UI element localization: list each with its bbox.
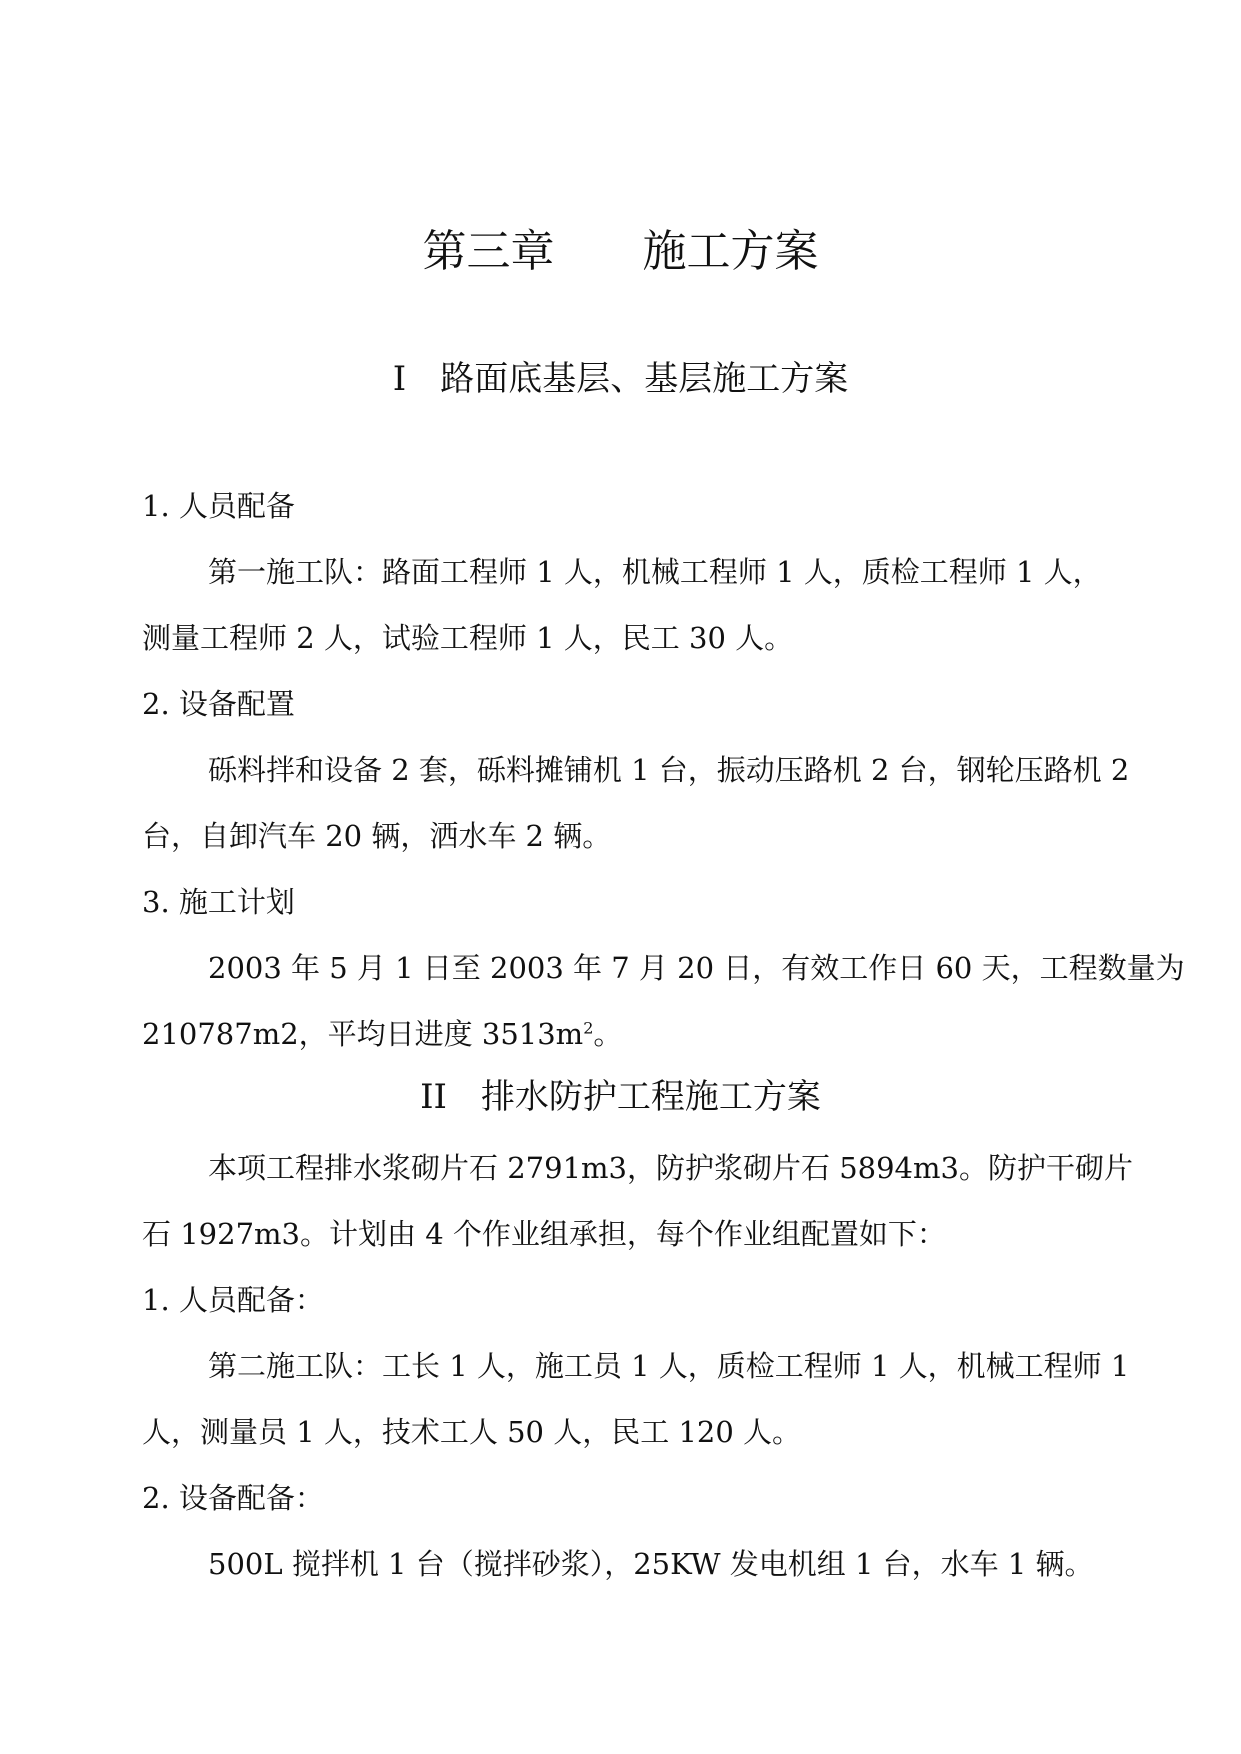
section-1-numeral: I	[392, 359, 407, 399]
chapter-number: 第三章	[422, 226, 555, 277]
section-2-personnel-line-2: 人，测量员 1 人，技术工人 50 人，民工 120 人。	[142, 1415, 802, 1449]
section-1-heading-personnel: 1. 人员配备	[142, 489, 295, 523]
section-1-heading-plan: 3. 施工计划	[142, 885, 295, 919]
section-1-plan-line-2	[142, 1014, 622, 1054]
section-1-heading-equipment: 2. 设备配置	[142, 687, 295, 721]
section-2-intro-line-1: 本项工程排水浆砌片石 2791m3，防护浆砌片石 5894m3。防护干砌片	[208, 1151, 1133, 1185]
section-1-personnel-line-2: 测量工程师 2 人，试验工程师 1 人，民工 30 人。	[142, 621, 794, 655]
section-1-plan-line-1: 2003 年 5 月 1 日至 2003 年 7 月 20 日，有效工作日 60 天，工程数量为	[208, 951, 1185, 985]
section-2-equipment-line-1: 500L 搅拌机 1 台（搅拌砂浆），25KW 发电机组 1 台，水车 1 辆。	[208, 1547, 1094, 1581]
plan-quantity-text: 210787m2，平均日进度 3513m	[142, 1017, 584, 1051]
section-2-numeral: II	[420, 1077, 447, 1117]
section-2-intro-line-2: 石 1927m3。计划由 4 个作业组承担，每个作业组配置如下：	[142, 1217, 946, 1251]
section-2-heading-equipment: 2. 设备配备：	[142, 1481, 324, 1515]
unit-superscript: 2	[583, 1018, 594, 1038]
section-1-title	[0, 354, 1241, 404]
section-2-title	[0, 1072, 1241, 1122]
section-2-name: 排水防护工程施工方案	[480, 1077, 821, 1117]
chapter-name: 施工方案	[642, 226, 819, 277]
section-2-heading-personnel: 1. 人员配备：	[142, 1283, 324, 1317]
chapter-title	[0, 222, 1241, 282]
section-1-equipment-line-2: 台，自卸汽车 20 辆，洒水车 2 辆。	[142, 819, 612, 853]
section-1-name: 路面底基层、基层施工方案	[440, 359, 849, 399]
plan-period: 。	[593, 1017, 623, 1051]
section-1-personnel-line-1: 第一施工队：路面工程师 1 人，机械工程师 1 人，质检工程师 1 人，	[208, 555, 1102, 589]
section-1-equipment-line-1: 砾料拌和设备 2 套，砾料摊铺机 1 台，振动压路机 2 台，钢轮压路机 2	[208, 753, 1130, 787]
section-2-personnel-line-1: 第二施工队：工长 1 人，施工员 1 人，质检工程师 1 人，机械工程师 1	[208, 1349, 1130, 1383]
